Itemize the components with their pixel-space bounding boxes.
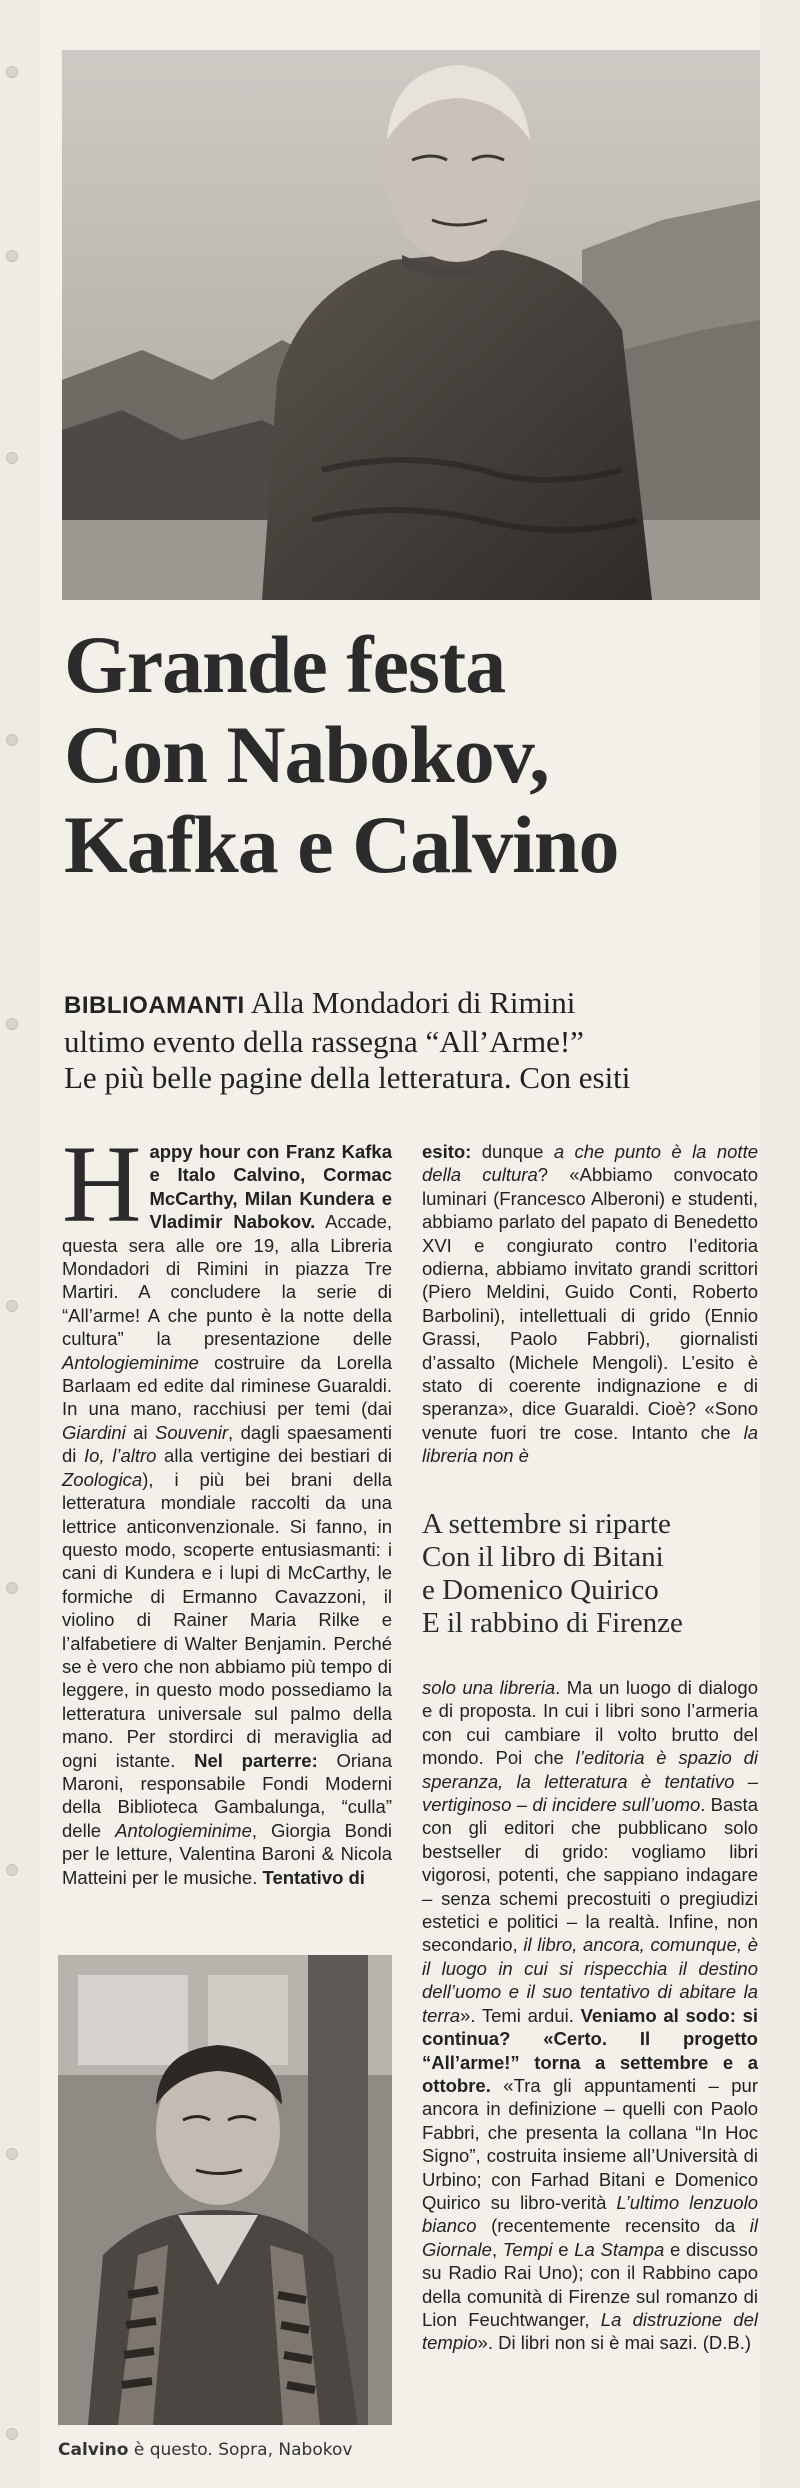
headline-line: Kafka e Calvino (64, 799, 619, 890)
article-paragraph: esito: dunque a che punto è la notte della cultura? «Abbiamo convocato luminari (Francesco Alberoni) e studenti, abbiamo parlato del papato di Benedetto XVI e congiurato contro l’editoria odierna, abbiamo invitato grandi scrittori (Piero Meldini, Guido Conti, Roberto Barbolini), intellettuali di grido (Ennio Grassi, Paolo Fabbri), giornalisti d’assalto (Michele Mengoli). L’esito è stato di coerente indignazione e di speranza», dice Guaraldi. Cioè? «Sono venute fuori tre cose. Intanto che la libreria non è (422, 1141, 758, 1467)
caption-name: Calvino (58, 2440, 129, 2460)
pull-quote-line: A settembre si riparte (422, 1508, 671, 1540)
article-column-right-top (422, 1140, 758, 1468)
nabokov-photo (62, 50, 760, 600)
photo-caption (58, 2440, 458, 2460)
pull-quote-line: e Domenico Quirico (422, 1574, 659, 1606)
punch-hole (6, 452, 18, 464)
article-paragraph: Happy hour con Franz Kafka e Italo Calvino, Cormac McCarthy, Milan Kundera e Vladimir Nabokov. Accade, questa sera alle ore 19, alla Libreria Mondadori di Rimini in piazza Tre Martiri. A concludere la serie di “All’arme! A che punto è la notte della cultura” la presentazione delle Antologieminime costruire da Lorella Barlaam ed edite dal riminese Guaraldi. In una mano, racchiusi per temi (dai Giardini ai Souvenir, dagli spaesamenti di Io, l’altro alla vertigine dei bestiari di Zoologica), i più bei brani della letteratura mondiale raccolti da una lettrice anticonvenzionale. Si fanno, in questo modo, scoperte entusiasmanti: i cani di Kundera e i lupi di McCarthy, le formiche di Ermanno Cavazzoni, il violino di Rainer Maria Rilke e l’alfabetiere di Walter Benjamin. Perché se è vero che non abbiamo più tempo di leggere, in questo modo possediamo la letteratura universale sul palmo della mano. Per stordirci di meraviglia ad ogni istante. Nel parterre: Oriana Maroni, responsabile Fondi Moderni della Biblioteca Gambalunga, “culla” delle Antologieminime, Giorgia Bondi per le letture, Valentina Baroni & Nicola Matteini per le musiche. Tentativo di (62, 1123, 393, 1888)
subheading (64, 985, 764, 1096)
drop-cap: H (62, 1123, 142, 1245)
punch-hole (6, 2148, 18, 2160)
section-kicker: BIBLIOAMANTI (64, 992, 245, 1019)
headline-line: Grande festa (64, 619, 506, 710)
subhead-line: Le più belle pagine della letteratura. Con esiti (64, 1060, 631, 1095)
punch-hole (6, 1300, 18, 1312)
pull-quote-line: E il rabbino di Firenze (422, 1607, 683, 1639)
headline (64, 620, 764, 890)
article-paragraph: solo una libreria. Ma un luogo di dialogo e di proposta. In cui i libri sono l’armeria con cui cambiare il volto brutto del mondo. Poi che l’editoria è spazio di speranza, la letteratura è tentativo – vertiginoso – di incidere sull’uomo. Basta con gli editori che pubblicano solo bestseller di grido: vogliamo libri vigorosi, potenti, che sappiano indagare – senza schemi precostuiti o pregiudizi estetici e politici – la realtà. Infine, non secondario, il libro, ancora, comunque, è il luogo in cui si rispecchia il destino dell’uomo e il suo tentativo di abitare la terra». Temi ardui. Veniamo al sodo: si continua? «Certo. Il progetto “All’arme!” torna a settembre e a ottobre. «Tra gli appuntamenti – pur ancora in definizione – quelli con Paolo Fabbri, che presenta la collana “In Hoc Signo”, costruita insieme all’Università di Urbino; con Farhad Bitani e Domenico Quirico su libro-verità L’ultimo lenzuolo bianco (recentemente recensito da il Giornale, Tempi e La Stampa e discusso su Radio Rai Uno); con il Rabbino capo della comunità di Firenze sul romanzo di Lion Feuchtwanger, La distruzione del tempio». Di libri non si è mai sazi. (D.B.) (422, 1677, 758, 2354)
caption-text: è questo. Sopra, Nabokov (128, 2440, 353, 2460)
headline-line: Con Nabokov, (64, 709, 549, 800)
pull-quote (422, 1508, 758, 1640)
punch-hole (6, 2428, 18, 2440)
punch-hole (6, 1018, 18, 1030)
punch-hole (6, 66, 18, 78)
subhead-line: ultimo evento della rassegna “All’Arme!” (64, 1024, 584, 1059)
pull-quote-line: Con il libro di Bitani (422, 1541, 664, 1573)
subhead-line: Alla Mondadori di Rimini (250, 985, 576, 1020)
punch-hole (6, 734, 18, 746)
article-column-right-bottom (422, 1676, 758, 2355)
punch-hole (6, 1864, 18, 1876)
article-column-left (62, 1123, 393, 1889)
punch-hole (6, 1582, 18, 1594)
punch-hole (6, 250, 18, 262)
calvino-photo (58, 1955, 392, 2425)
